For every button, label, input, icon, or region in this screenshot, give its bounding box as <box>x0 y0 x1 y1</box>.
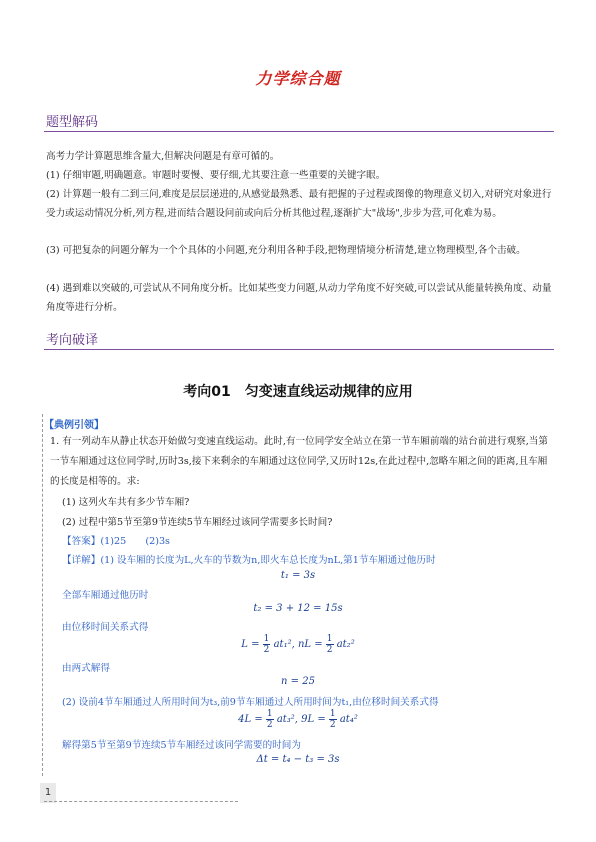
fraction-half: $\frac{1}{2}$ <box>326 634 333 655</box>
question-part-1: (1) 这列火车共有多少节车厢? <box>62 497 190 508</box>
detail-line-4: 由两式解得 <box>62 663 110 674</box>
fraction-half: $\frac{1}{2}$ <box>329 709 336 730</box>
equation-displacement: L = $\frac{1}{2}$ at₁², nL = $\frac{1}{2}$ at₂² <box>241 634 355 655</box>
tip-1: (1) 仔细审题,明确题意。审题时要慢、要仔细,尤其要注意一些重要的关键字眼。 <box>46 170 386 181</box>
page-number: 1 <box>40 783 56 803</box>
section-heading-direction: 考向破译 <box>46 333 99 348</box>
detail-line-6: 解得第5节至第9节连续5节车厢经过该同学需要的时间为 <box>62 740 301 751</box>
equation-displacement-2: 4L = $\frac{1}{2}$ at₃², 9L = $\frac{1}{2}$ at₄² <box>238 709 358 730</box>
sub-title: 考向01 匀变速直线运动规律的应用 <box>183 384 413 400</box>
question-text: 1. 有一列动车从静止状态开始做匀变速直线运动。此时,有一位同学安全站立在第一节车厢前端的站台前进行观察,当第一节车厢通过这位同学时,历时3s,接下来剩余的车厢通过这位同学,又历时12s,在此过程中,忽略车厢之间的距离,且车厢的长度是相等的。求: <box>50 436 548 487</box>
section-divider <box>44 349 554 350</box>
equation-delta-t: Δt = t₄ − t₃ = 3s <box>256 754 340 765</box>
equation-t1: t₁ = 3s <box>280 570 316 581</box>
fraction-half: $\frac{1}{2}$ <box>263 634 270 655</box>
example-tag: 【典例引领】 <box>44 420 104 431</box>
tip-4: (4) 遇到难以突破的,可尝试从不同角度分析。比如某些变力问题,从动力学角度不好突破,可以尝试从能量转换角度、动量角度等进行分析。 <box>46 283 552 313</box>
answer-line: 【答案】(1)25 (2)3s <box>62 536 170 547</box>
footer-divider <box>44 801 238 802</box>
tip-2: (2) 计算题一般有二到三问,难度是层层递进的,从感觉最熟悉、最有把握的子过程或图像的物理意义切入,对研究对象进行受力或运动情况分析,列方程,进而结合题设问前或向后分析其他过程,逐渐扩大"战场",步步为营,可化难为易。 <box>46 189 552 219</box>
section-heading-decode: 题型解码 <box>46 115 99 130</box>
detail-line-5: (2) 设前4节车厢通过人所用时间为t₃,前9节车厢通过人所用时间为t₁,由位移时间关系式得 <box>62 697 439 708</box>
fraction-half: $\frac{1}{2}$ <box>266 709 273 730</box>
intro-paragraph: 高考力学计算题思维含量大,但解决问题是有章可循的。 <box>46 151 280 162</box>
tip-3: (3) 可把复杂的问题分解为一个个具体的小问题,充分利用各种手段,把物理情境分析清楚,建立物理模型,各个击破。 <box>46 245 526 256</box>
page-title: 力学综合题 <box>255 69 341 88</box>
detail-line-3: 由位移时间关系式得 <box>62 622 149 633</box>
detail-line-1: 【详解】(1) 设车厢的长度为L,火车的节数为n,即火车总长度为nL,第1节车厢通过他历时 <box>62 555 436 566</box>
equation-t2: t₂ = 3 + 12 = 15s <box>253 603 343 614</box>
section-divider <box>44 131 554 132</box>
question-part-2: (2) 过程中第5节至第9节连续5节车厢经过该同学需要多长时间? <box>62 517 333 528</box>
detail-line-2: 全部车厢通过他历时 <box>62 590 149 601</box>
equation-n: n = 25 <box>281 676 315 687</box>
